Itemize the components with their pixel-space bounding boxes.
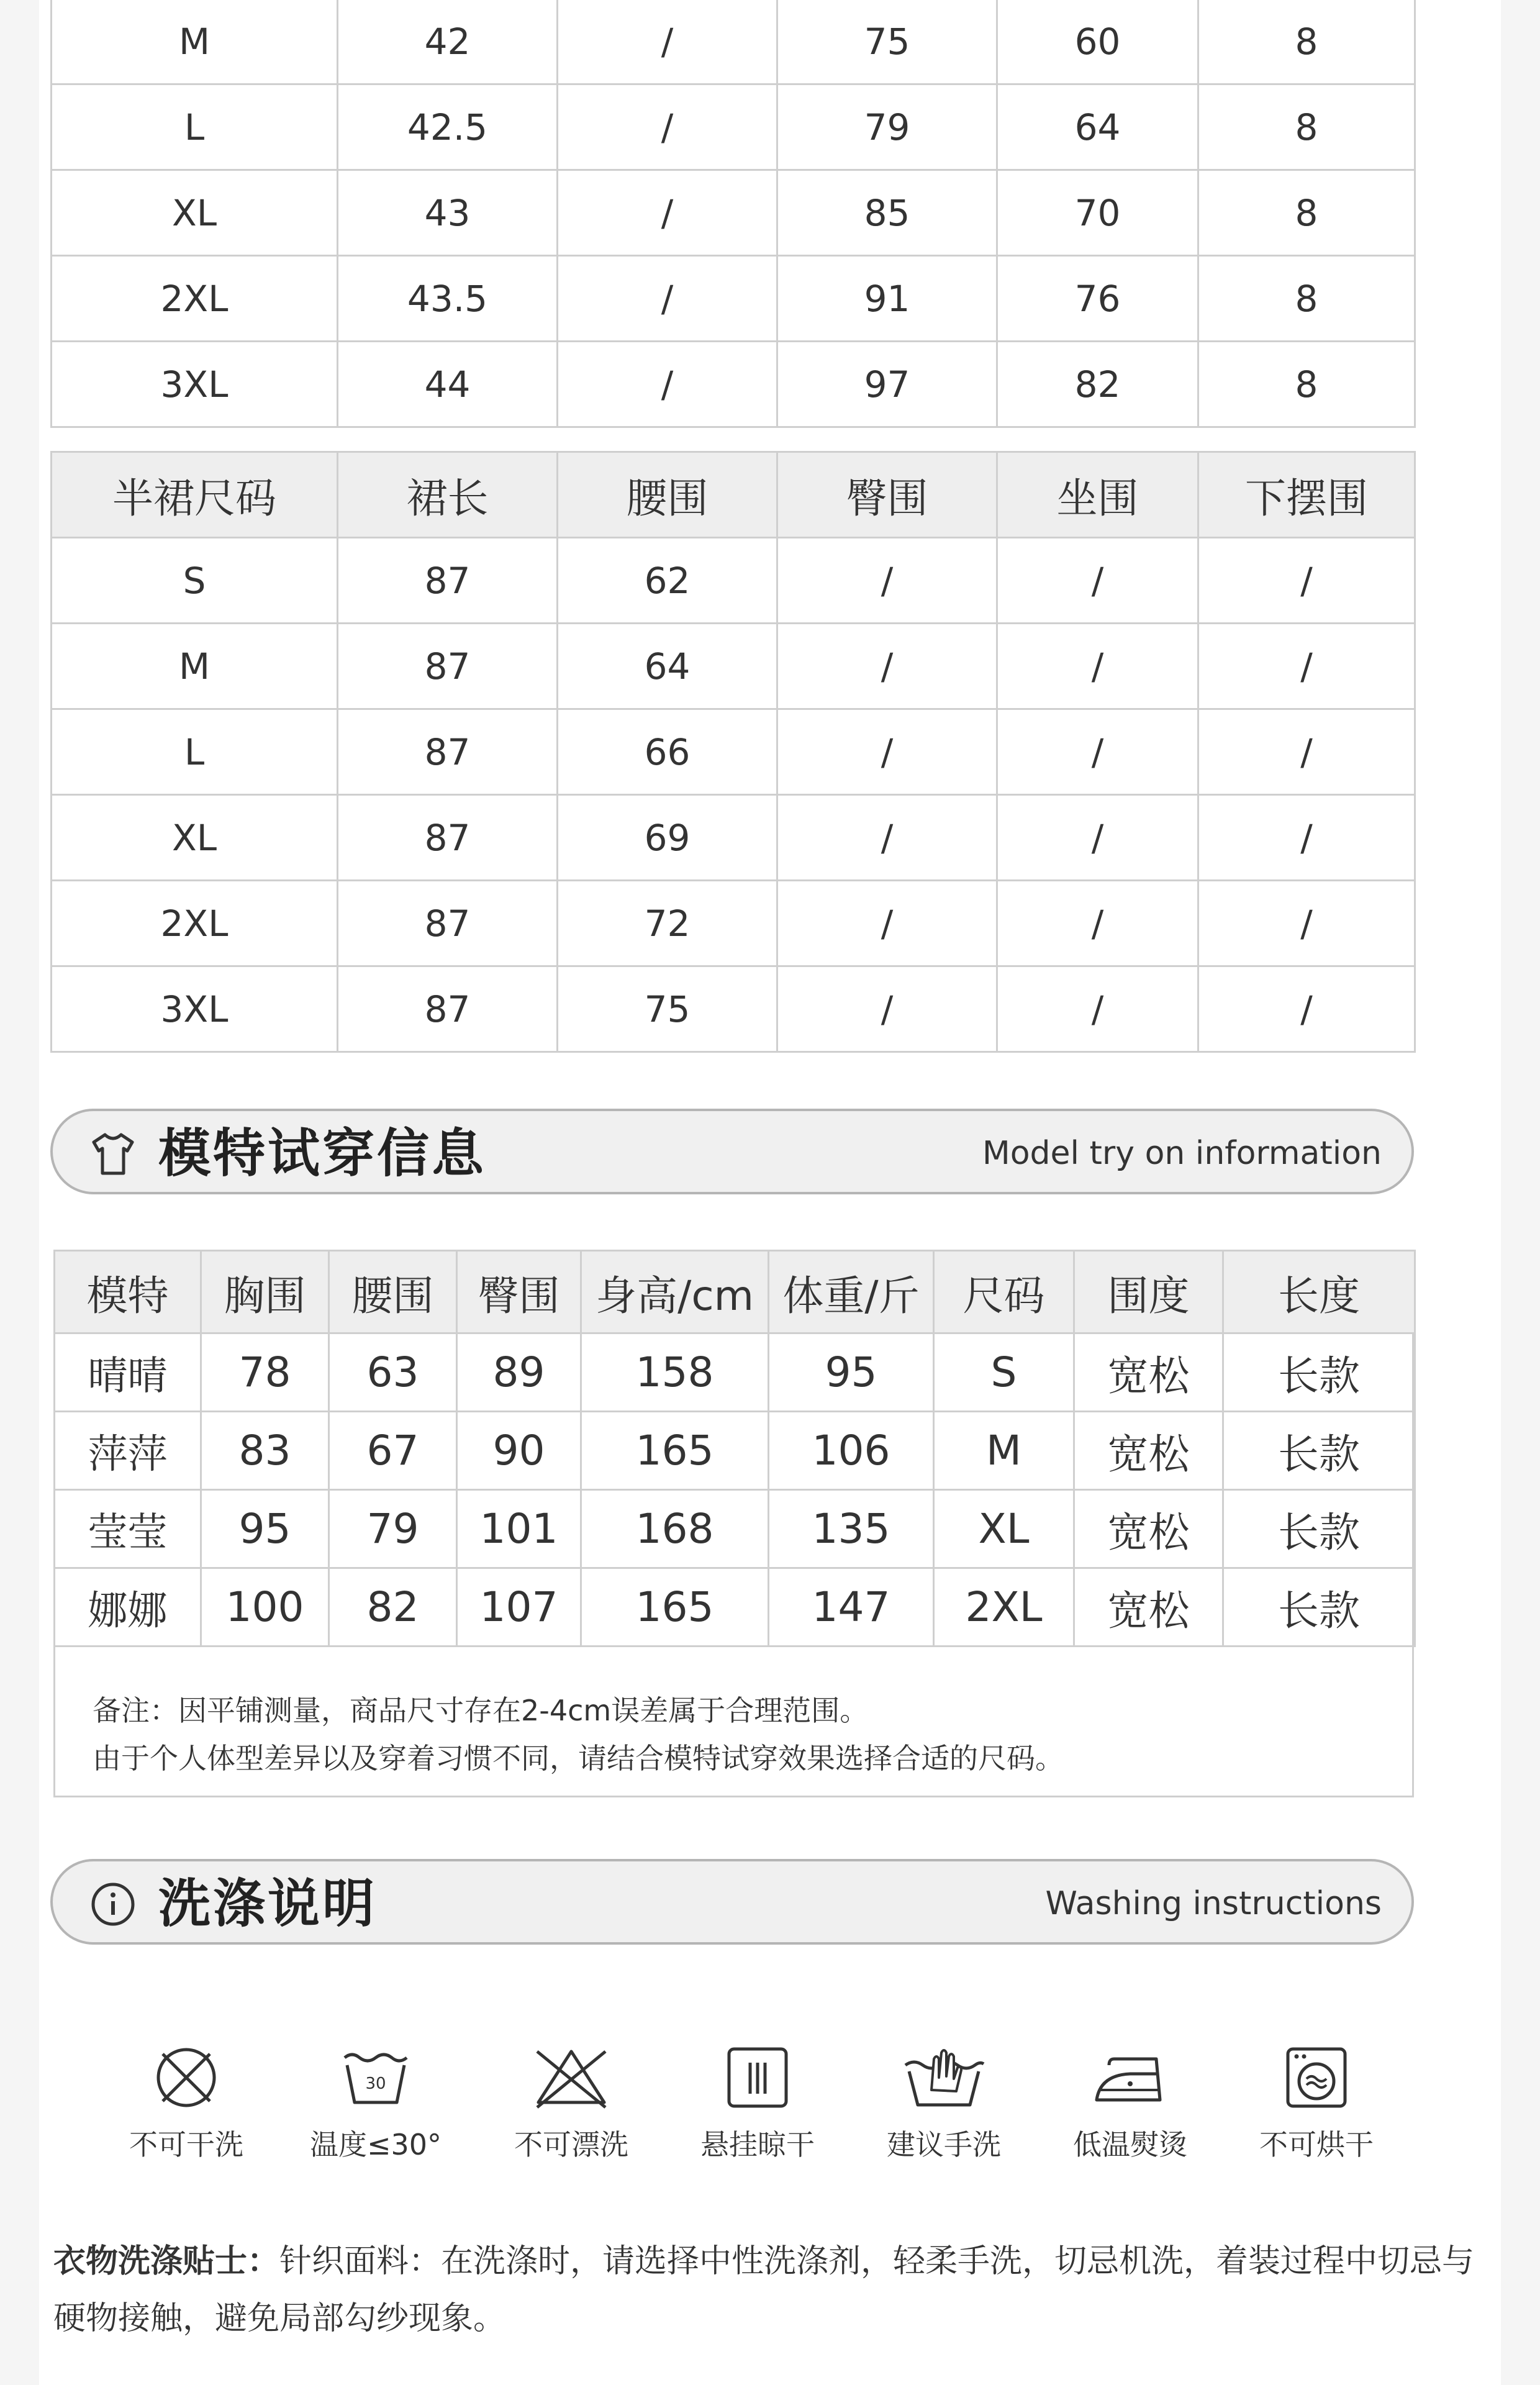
table-cell: 69 [558,795,777,881]
washing-tips [53,2233,1482,2347]
table-cell: 158 [581,1333,769,1412]
no-dry-clean-icon [149,2040,224,2115]
table-row [52,795,1415,881]
table-cell: 82 [997,342,1198,427]
table-cell: 85 [777,170,997,256]
table-cell: 70 [997,170,1198,256]
table-cell: 8 [1198,84,1415,170]
table-cell: / [1198,795,1415,881]
model-try-on-table [53,1250,1416,1647]
column-header: 臀围 [457,1251,581,1333]
table-cell: / [997,795,1198,881]
table-cell: 87 [338,538,558,624]
table-cell: 60 [997,0,1198,84]
table-cell: M [934,1412,1074,1490]
wash-30-item [295,2040,456,2171]
column-header: 身高/cm [581,1251,769,1333]
section-subtitle: Washing instructions [1045,1885,1382,1922]
column-header: 围度 [1074,1251,1223,1333]
table-cell: 75 [558,966,777,1052]
wash-label: 建议手洗 [887,2128,1001,2161]
table-cell: 165 [581,1568,769,1647]
wash-30-icon [338,2040,413,2115]
no-bleach-icon [531,2040,612,2115]
table-cell: 萍萍 [55,1412,201,1490]
hand-wash-icon [900,2040,987,2115]
hang-dry-item [677,2040,838,2171]
table-cell: 106 [769,1412,934,1490]
table-cell: 62 [558,538,777,624]
hand-wash-item [863,2040,1025,2171]
table-cell: 娜娜 [55,1568,201,1647]
table-cell: XL [52,795,338,881]
column-header: 体重/斤 [769,1251,934,1333]
table-cell: 3XL [52,342,338,427]
table-cell: 长款 [1223,1333,1415,1412]
no-tumble-dry-item [1236,2040,1397,2171]
table-cell: / [558,0,777,84]
table-cell: 168 [581,1490,769,1568]
table-cell: M [52,624,338,709]
table-cell: 2XL [52,256,338,342]
column-header: 坐围 [997,452,1198,538]
skirt-size-table [50,451,1416,1053]
table-cell: 78 [201,1333,329,1412]
table-cell: / [997,709,1198,795]
washing-section-header [50,1859,1414,1945]
table-cell: 101 [457,1490,581,1568]
table-cell: 87 [338,881,558,966]
table-cell: 87 [338,624,558,709]
section-subtitle: Model try on information [982,1135,1382,1172]
table-cell: 135 [769,1490,934,1568]
table-cell: / [777,538,997,624]
tips-label: 衣物洗涤贴士： [53,2243,280,2280]
table-cell: 宽松 [1074,1333,1223,1412]
table-cell: / [777,881,997,966]
table-cell: 63 [329,1333,457,1412]
tips-text: 针织面料：在洗涤时，请选择中性洗涤剂，轻柔手洗，切忌机洗，着装过程中切忌与硬物接触，避免局部勾纱现象。 [53,2243,1475,2337]
table-cell: 107 [457,1568,581,1647]
table-cell: XL [52,170,338,256]
column-header: 裙长 [338,452,558,538]
wash-label: 悬挂晾干 [700,2128,815,2161]
column-header: 下摆围 [1198,452,1415,538]
table-cell: 42.5 [338,84,558,170]
table-cell: / [777,709,997,795]
low-iron-item [1049,2040,1211,2171]
table-row [52,342,1415,427]
table-cell: / [997,624,1198,709]
table-cell: 8 [1198,170,1415,256]
table-cell: / [997,881,1198,966]
size-table-top [50,0,1416,428]
table-cell: 42 [338,0,558,84]
table-cell: / [777,966,997,1052]
table-cell: 莹莹 [55,1490,201,1568]
table-cell: 长款 [1223,1568,1415,1647]
note-line-2: 由于个人体型差异以及穿着习惯不同，请结合模特试穿效果选择合适的尺码。 [93,1742,1064,1775]
table-cell: 43 [338,170,558,256]
table-cell: 宽松 [1074,1490,1223,1568]
table-cell: 72 [558,881,777,966]
table-cell: L [52,84,338,170]
table-cell: / [1198,538,1415,624]
table-cell: / [1198,624,1415,709]
table-cell: 43.5 [338,256,558,342]
table-cell: 147 [769,1568,934,1647]
table-cell: 87 [338,966,558,1052]
table-cell: / [558,84,777,170]
table-cell: 2XL [934,1568,1074,1647]
table-cell: 8 [1198,256,1415,342]
table-cell: 100 [201,1568,329,1647]
table-cell: S [934,1333,1074,1412]
table-cell: / [558,342,777,427]
table-cell: / [997,538,1198,624]
table-cell: 79 [777,84,997,170]
column-header: 臀围 [777,452,997,538]
table-cell: 90 [457,1412,581,1490]
table-row [52,966,1415,1052]
column-header: 长度 [1223,1251,1415,1333]
table-cell: 82 [329,1568,457,1647]
table-cell: 76 [997,256,1198,342]
table-cell: S [52,538,338,624]
table-cell: 91 [777,256,997,342]
column-header: 尺码 [934,1251,1074,1333]
table-cell: 宽松 [1074,1568,1223,1647]
table-cell: 87 [338,795,558,881]
table-cell: / [1198,709,1415,795]
table-cell: 67 [329,1412,457,1490]
table-cell: 95 [201,1490,329,1568]
table-cell: 长款 [1223,1490,1415,1568]
table-row [55,1568,1415,1647]
table-cell: / [997,966,1198,1052]
table-row [52,0,1415,84]
table-cell: / [777,795,997,881]
no-dry-clean-item [106,2040,267,2171]
model-info-section-header [50,1109,1414,1194]
note-line-1: 备注：因平铺测量，商品尺寸存在2-4cm误差属于合理范围。 [93,1694,869,1727]
table-cell: / [558,170,777,256]
table-cell: 79 [329,1490,457,1568]
table-cell: / [1198,881,1415,966]
wash-label: 不可漂洗 [514,2128,628,2161]
table-cell: L [52,709,338,795]
table-cell: 2XL [52,881,338,966]
table-row [52,256,1415,342]
table-row [55,1490,1415,1568]
table-cell: 64 [997,84,1198,170]
section-title: 模特试穿信息 [158,1123,487,1184]
table-cell: 8 [1198,342,1415,427]
table-cell: M [52,0,338,84]
wash-label: 温度≤30° [309,2128,442,2161]
table-cell: XL [934,1490,1074,1568]
table-row [52,538,1415,624]
table-row [52,84,1415,170]
table-row [55,1333,1415,1412]
table-row [52,881,1415,966]
table-cell: 83 [201,1412,329,1490]
column-header: 模特 [55,1251,201,1333]
section-title: 洗涤说明 [158,1873,378,1934]
no-bleach-item [491,2040,652,2171]
table-row [52,170,1415,256]
low-iron-icon [1087,2040,1174,2115]
table-cell: 89 [457,1333,581,1412]
table-cell: / [558,256,777,342]
tshirt-icon [89,1130,137,1178]
table-cell: 165 [581,1412,769,1490]
info-icon [89,1880,137,1928]
svg-text:30: 30 [365,2074,386,2093]
table-cell: 长款 [1223,1412,1415,1490]
table-cell: 95 [769,1333,934,1412]
wash-label: 不可烘干 [1259,2128,1374,2161]
column-header: 半裙尺码 [52,452,338,538]
table-cell: 64 [558,624,777,709]
hang-dry-icon [720,2040,795,2115]
table-cell: 97 [777,342,997,427]
table-cell: 3XL [52,966,338,1052]
table-cell: 75 [777,0,997,84]
model-info-box [53,1250,1414,1797]
table-cell: 87 [338,709,558,795]
table-row [52,709,1415,795]
no-tumble-dry-icon [1279,2040,1354,2115]
column-header: 腰围 [329,1251,457,1333]
table-cell: 66 [558,709,777,795]
table-row [52,624,1415,709]
table-cell: 晴晴 [55,1333,201,1412]
wash-label: 不可干洗 [129,2128,243,2161]
table-cell: 8 [1198,0,1415,84]
table-cell: / [777,624,997,709]
table-row [55,1412,1415,1490]
table-cell: 44 [338,342,558,427]
column-header: 胸围 [201,1251,329,1333]
table-cell: 宽松 [1074,1412,1223,1490]
wash-label: 低温熨烫 [1073,2128,1187,2161]
table-cell: / [1198,966,1415,1052]
column-header: 腰围 [558,452,777,538]
